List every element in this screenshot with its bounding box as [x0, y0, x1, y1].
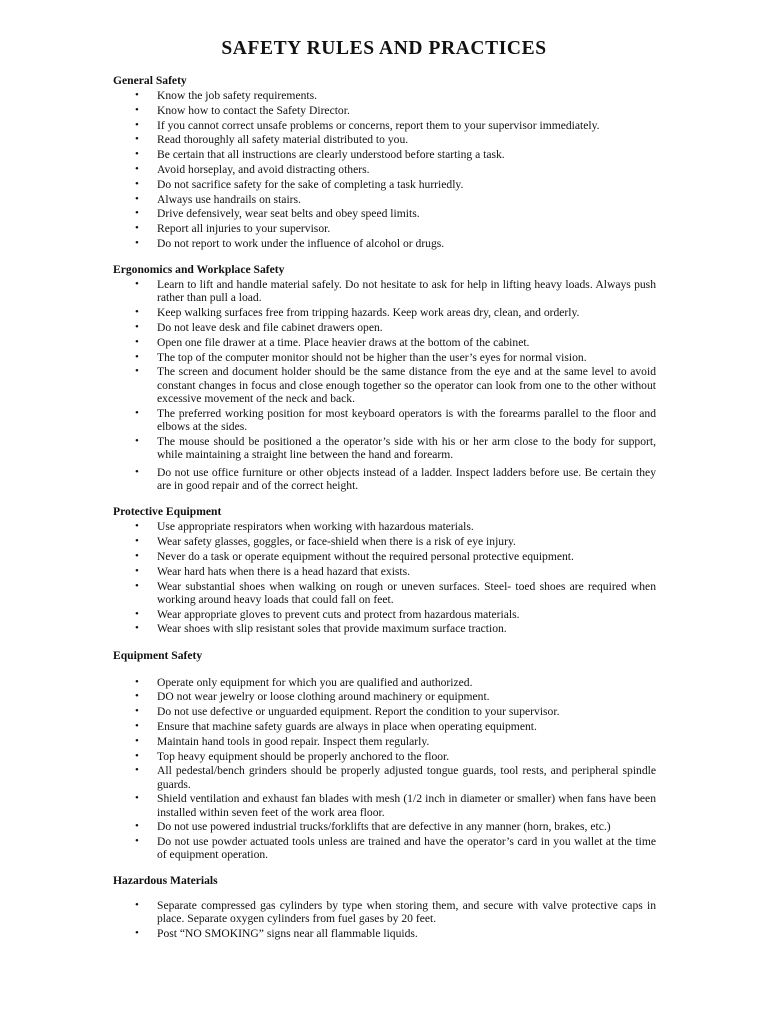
list-item — [113, 133, 656, 146]
list-item-text: Report all injuries to your supervisor. — [157, 222, 331, 236]
list-item — [113, 720, 656, 733]
list-item — [113, 336, 656, 349]
list-item — [113, 550, 656, 563]
list-item — [113, 407, 656, 433]
list-item — [113, 178, 656, 191]
section-ergonomics — [113, 263, 656, 492]
bullet-icon: • — [135, 520, 139, 533]
list-item — [113, 735, 656, 748]
list-item-text: Operate only equipment for which you are qualified and authorized. — [157, 675, 473, 689]
list-item-text: Separate compressed gas cylinders by type when storing them, and secure with valve protective caps in place. Separate oxygen cylinders from fuel gases by 20 feet. — [157, 898, 656, 925]
bullet-icon: • — [135, 607, 139, 620]
list-item-text: Open one file drawer at a time. Place heavier draws at the bottom of the cabinet. — [157, 335, 530, 349]
list-item-text: Do not use office furniture or other objects instead of a ladder. Inspect ladders before use. Be certain they are in good repair and of the correct height. — [157, 465, 656, 493]
list-item — [113, 792, 656, 818]
list-item — [113, 565, 656, 578]
list-item-text: Ensure that machine safety guards are always in place when operating equipment. — [157, 719, 537, 733]
list-item — [113, 306, 656, 319]
bullet-icon: • — [135, 406, 139, 419]
bullet-icon: • — [135, 148, 139, 161]
bullet-icon: • — [135, 350, 139, 363]
list-item — [113, 435, 656, 461]
bullet-icon: • — [135, 898, 139, 911]
bullet-icon: • — [135, 320, 139, 333]
bullet-icon: • — [135, 792, 139, 805]
list-item — [113, 222, 656, 235]
list-item — [113, 608, 656, 621]
bullet-icon: • — [135, 690, 139, 703]
list-item-text: Wear shoes with slip resistant soles that provide maximum surface traction. — [157, 622, 507, 636]
section-hazardous-materials — [113, 874, 656, 940]
bullet-icon: • — [135, 549, 139, 562]
bullet-icon: • — [135, 705, 139, 718]
list-item-text: Do not leave desk and file cabinet drawers open. — [157, 320, 383, 334]
rule-list — [113, 899, 656, 940]
section-heading: Hazardous Materials — [113, 873, 218, 887]
list-item — [113, 466, 656, 492]
list-item-text: DO not wear jewelry or loose clothing around machinery or equipment. — [157, 690, 490, 704]
list-item — [113, 705, 656, 718]
list-item-text: Wear substantial shoes when walking on rough or uneven surfaces. Steel- toed shoes are required when working around heavy loads that could fall on feet. — [157, 579, 656, 606]
list-item-text: Wear appropriate gloves to prevent cuts and protect from hazardous materials. — [157, 607, 520, 621]
list-item-text: Drive defensively, wear seat belts and obey speed limits. — [157, 207, 420, 221]
list-item — [113, 820, 656, 833]
list-item — [113, 580, 656, 606]
page-title: SAFETY RULES AND PRACTICES — [221, 38, 547, 59]
list-item-text: If you cannot correct unsafe problems or concerns, report them to your supervisor immediately. — [157, 118, 600, 132]
bullet-icon: • — [135, 564, 139, 577]
list-item-text: The top of the computer monitor should not be higher than the user’s eyes for normal vision. — [157, 350, 587, 364]
bullet-icon: • — [135, 675, 139, 688]
rule-list — [113, 520, 656, 635]
document-body — [113, 74, 656, 941]
list-item — [113, 835, 656, 861]
bullet-icon: • — [135, 118, 139, 131]
list-item — [113, 520, 656, 533]
list-item — [113, 365, 656, 405]
list-item-text: Learn to lift and handle material safely. Do not hesitate to ask for help in lifting heavy loads. Always push rather than pull a load. — [157, 278, 656, 305]
list-item-text: Always use handrails on stairs. — [157, 192, 301, 206]
list-item — [113, 351, 656, 364]
list-item — [113, 104, 656, 117]
section-equipment-safety — [113, 649, 656, 862]
bullet-icon: • — [135, 465, 139, 478]
bullet-icon: • — [135, 192, 139, 205]
list-item — [113, 237, 656, 250]
bullet-icon: • — [135, 434, 139, 447]
list-item-text: Know how to contact the Safety Director. — [157, 103, 350, 117]
list-item — [113, 119, 656, 132]
list-item — [113, 690, 656, 703]
bullet-icon: • — [135, 926, 139, 939]
section-heading: General Safety — [113, 74, 187, 87]
bullet-icon: • — [135, 365, 139, 378]
list-item-text: Read thoroughly all safety material distributed to you. — [157, 133, 409, 147]
list-item — [113, 148, 656, 161]
list-item — [113, 193, 656, 206]
list-item — [113, 278, 656, 304]
list-item — [113, 764, 656, 790]
bullet-icon: • — [135, 177, 139, 190]
rule-list — [113, 676, 656, 862]
bullet-icon: • — [135, 162, 139, 175]
bullet-icon: • — [135, 835, 139, 848]
list-item-text: Wear hard hats when there is a head hazard that exists. — [157, 564, 411, 578]
section-heading: Ergonomics and Workplace Safety — [113, 263, 285, 277]
bullet-icon: • — [135, 734, 139, 747]
bullet-icon: • — [135, 133, 139, 146]
list-item-text: Avoid horseplay, and avoid distracting others. — [157, 162, 370, 176]
bullet-icon: • — [135, 764, 139, 777]
list-item — [113, 207, 656, 220]
bullet-icon: • — [135, 820, 139, 833]
bullet-icon: • — [135, 535, 139, 548]
list-item-text: Use appropriate respirators when working with hazardous materials. — [157, 520, 474, 534]
list-item-text: Maintain hand tools in good repair. Inspect them regularly. — [157, 734, 430, 748]
list-item-text: Do not report to work under the influence of alcohol or drugs. — [157, 236, 445, 250]
list-item — [113, 321, 656, 334]
list-item-text: The preferred working position for most keyboard operators is with the forearms parallel to the floor and elbows at the sides. — [157, 406, 656, 433]
list-item — [113, 750, 656, 763]
bullet-icon: • — [135, 306, 139, 319]
list-item-text: All pedestal/bench grinders should be properly adjusted tongue guards, tool rests, and peripheral spindle guards. — [157, 764, 656, 791]
bullet-icon: • — [135, 103, 139, 116]
rule-list — [113, 89, 656, 250]
section-heading: Protective Equipment — [113, 505, 222, 519]
rule-list — [113, 278, 656, 492]
list-item-text: Do not use powder actuated tools unless are trained and have the operator’s card in you wallet at the time of equipment operation. — [157, 835, 656, 862]
bullet-icon: • — [135, 335, 139, 348]
list-item-text: Do not use powered industrial trucks/forklifts that are defective in any manner (horn, brakes, etc.) — [157, 820, 611, 834]
list-item — [113, 676, 656, 689]
list-item — [113, 899, 656, 925]
list-item-text: Keep walking surfaces free from tripping hazards. Keep work areas dry, clean, and orderly. — [157, 306, 580, 320]
section-general-safety — [113, 74, 656, 250]
bullet-icon: • — [135, 579, 139, 592]
list-item-text: Be certain that all instructions are clearly understood before starting a task. — [157, 148, 505, 162]
list-item-text: Never do a task or operate equipment without the required personal protective equipment. — [157, 549, 574, 563]
section-heading: Equipment Safety — [113, 648, 203, 662]
bullet-icon: • — [135, 719, 139, 732]
bullet-icon: • — [135, 222, 139, 235]
list-item-text: Top heavy equipment should be properly anchored to the floor. — [157, 749, 450, 763]
list-item — [113, 622, 656, 635]
section-protective-equipment — [113, 505, 656, 635]
list-item — [113, 535, 656, 548]
list-item — [113, 89, 656, 102]
list-item-text: Do not sacrifice safety for the sake of completing a task hurriedly. — [157, 177, 464, 191]
bullet-icon: • — [135, 749, 139, 762]
bullet-icon: • — [135, 89, 139, 101]
list-item-text: Shield ventilation and exhaust fan blades with mesh (1/2 inch in diameter or smaller) when fans have been installed within seven feet of the work area floor. — [157, 792, 656, 819]
list-item-text: The screen and document holder should be the same distance from the eye and at the same level to avoid constant changes in focus and close enough together so the operator can look from one to the other without excessive movement of the neck and back. — [157, 365, 656, 405]
bullet-icon: • — [135, 278, 139, 291]
list-item-text: Wear safety glasses, goggles, or face-shield when there is a risk of eye injury. — [157, 535, 516, 549]
bullet-icon: • — [135, 207, 139, 220]
list-item-text: Know the job safety requirements. — [157, 89, 318, 102]
list-item-text: Post “NO SMOKING” signs near all flammable liquids. — [157, 926, 418, 940]
list-item — [113, 163, 656, 176]
bullet-icon: • — [135, 236, 139, 249]
bullet-icon: • — [135, 622, 139, 635]
list-item-text: The mouse should be positioned a the operator’s side with his or her arm close to the body for support, while maintaining a straight line between the hand and forearm. — [157, 434, 656, 461]
list-item-text: Do not use defective or unguarded equipment. Report the condition to your supervisor. — [157, 705, 560, 719]
list-item — [113, 927, 656, 940]
